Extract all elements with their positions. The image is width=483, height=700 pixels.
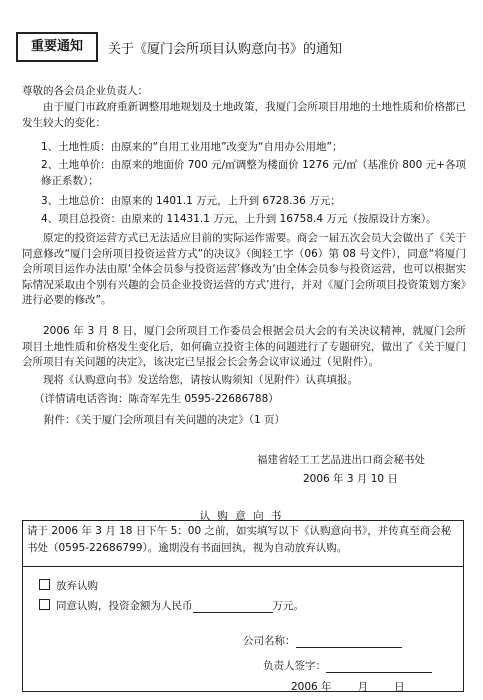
signer-input[interactable] — [326, 660, 432, 673]
signature-org: 福建省轻工工艺品进出口商会秘书处 — [257, 454, 425, 466]
give-up-label: 放弃认购 — [56, 580, 98, 592]
signer-label: 负责人签字： — [263, 660, 326, 672]
change-item-2: 2、土地单价：由原来的地面价 700 元/㎡调整为楼面价 1276 元/㎡（基准价 800 元+各项修正系数）； — [41, 159, 466, 187]
company-name-input[interactable] — [296, 635, 402, 648]
give-up-checkbox[interactable] — [39, 579, 50, 590]
date-day: 日 — [394, 681, 405, 693]
date-month: 月 — [357, 681, 369, 693]
form-instruction-cell — [23, 521, 463, 567]
form-instruction: 请于 2006 年 3 月 18 日下午 5：00 之前，如实填写以下《认购意向书》，并传真至商会秘书处（0595-22686799）。逾期没有书面回执，视为自动放弃认购。 — [27, 525, 452, 554]
subscription-form — [22, 520, 464, 692]
signer-field[interactable] — [263, 658, 432, 673]
option-give-up[interactable] — [39, 578, 98, 593]
contact-line: （详情请电话咨询：陈奇军先生 0595-22686788） — [34, 393, 279, 405]
intro-paragraph: 由于厦门市政府重新调整用地规划及土地政策，我厦门会所项目用地的土地性质和价格都已发生较大的变化： — [22, 101, 466, 129]
agree-unit: 万元。 — [272, 600, 304, 612]
send-paragraph: 现将《认购意向书》发送给您，请按认购须知（见附件）认真填报。 — [43, 374, 358, 386]
company-name-label: 公司名称： — [243, 635, 296, 647]
salutation: 尊敬的各会员企业负责人： — [22, 85, 148, 97]
company-name-field[interactable] — [243, 633, 402, 648]
notice-title: 关于《厦门会所项目认购意向书》的通知 — [108, 42, 343, 57]
amount-input[interactable] — [193, 600, 273, 613]
form-title: 认 购 意 向 书 — [199, 510, 284, 522]
agree-checkbox[interactable] — [39, 599, 50, 610]
change-item-3: 3、土地总价：由原来的 1401.1 万元，上升到 6728.36 万元； — [41, 195, 341, 207]
agree-label: 同意认购，投资金额为人民币 — [56, 600, 193, 612]
change-item-1: 1、土地性质：由原来的“自用工业用地”改变为“自用办公用地”； — [41, 141, 343, 153]
option-agree[interactable] — [39, 598, 304, 613]
meeting-paragraph: 2006 年 3 月 8 日，厦门会所项目工作委员会根据会员大会的有关决议精神，就厦门会所项目土地性质和价格发生变化后，如何确立投资主体的问题进行了专题研究，做出了《关于厦门会所项目有关问题的决定》，该决定已呈报会长会务会议审议通过（见附件）。 — [22, 325, 466, 368]
investment-paragraph: 原定的投资运营方式已无法适应目前的实际运作需要。商会一届五次会员大会做出了《关于同意修改“厦门会所项目投资运营方式”的决议》（闽轻工字（06）第 08 号文件），同意“将厦门会所项目运作办法由原‘全体会员参与投资运营’修改为‘由全体会员参与投资运营，也可以根据实际情况采取由个别有兴趣的会员企业投资运营的方式’进行，并对《厦门会所项目投资策划方案》进行必要的修改”。 — [22, 232, 466, 306]
date-year: 2006 年 — [291, 681, 332, 693]
change-item-4: 4、项目总投资：由原来的 11431.1 万元，上升到 16758.4 万元（按原设计方案）。 — [41, 213, 437, 225]
signature-date: 2006 年 3 月 10 日 — [303, 473, 398, 485]
notice-badge: 重要通知 — [16, 32, 98, 62]
form-date — [291, 679, 405, 694]
attachment-line: 附件：《关于厦门会所项目有关问题的决定》（1 页） — [44, 414, 286, 426]
